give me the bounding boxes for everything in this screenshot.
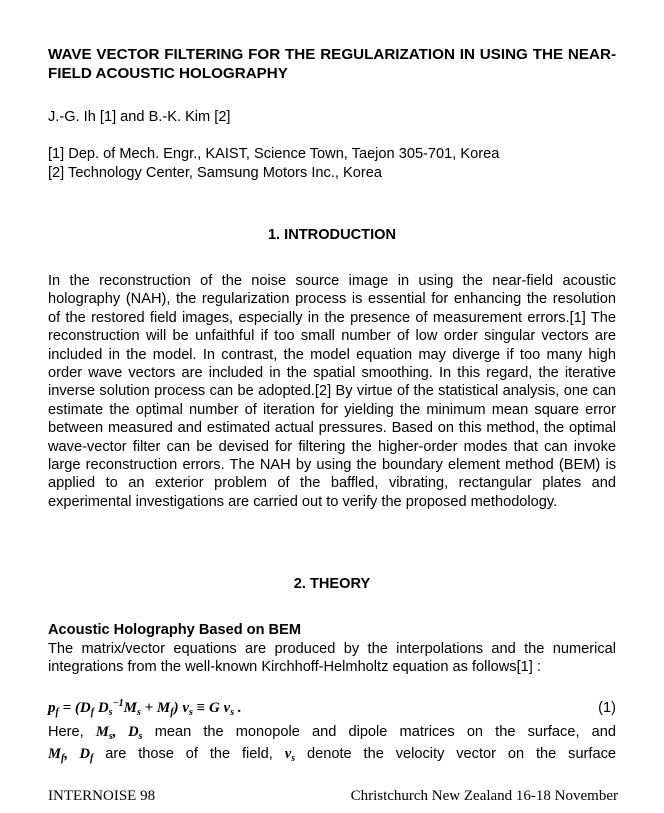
equation-1 [48,696,616,720]
introduction-paragraph: In the reconstruction of the noise source image in using the near-field acoustic holography (NAH), the regularization process is essential for enhancing the resolution of the restored field images, especially in the presence of measurement errors.[1] The reconstruction will be unfaithful if too small number of low order singular vectors are included in the model. In contrast, the model equation may diverge if too many high order wave vectors are included in the spatial smoothing. In this regard, the iterative inverse solution process can be adopted.[2] By virtue of the statistical analysis, one can estimate the optimal number of iteration for yielding the minimum mean square error between measured and estimated actual pressures. Based on this method, the optimal wave-vector filter can be devised for filtering the higher-order modes that can invoke large reconstruction errors. The NAH by using the boundary element method (BEM) is applied to an exterior problem of the baffled, vibrating, rectangular plates and experimental investigations are carried out to verify the proposed methodology. [48,273,616,510]
section-heading-theory: 2. THEORY [293,576,371,592]
subsection-heading: Acoustic Holography Based on BEM [48,622,301,638]
affiliation-1: [1] Dep. of Mech. Engr., KAIST, Science Town, Taejon 305-701, Korea [48,146,500,162]
theory-intro-paragraph: The matrix/vector equations are produced by the interpolations and the numerical integrations from the well-known Kirchhoff-Helmholtz equation as follows[1] : [48,641,616,676]
paper-title: WAVE VECTOR FILTERING FOR THE REGULARIZATION IN USING THE NEAR-FIELD ACOUSTIC HOLOGRAPHY [48,46,616,82]
section-heading-introduction: 1. INTRODUCTION [267,227,397,243]
affiliations [48,145,499,182]
equation-formula: $p_f = (D_f$ $D_s^{-1}M_s + M_f$) $v_s \equiv G$ $v_s$ . [48,698,242,718]
footer-right: Christchurch New Zealand 16-18 November [350,788,618,804]
theory-paragraph-line-2: $M_f$, $D_f$ are those of the field, $v_s$ denote the velocity vector on the surface [48,746,617,764]
affiliation-2: [2] Technology Center, Samsung Motors Inc., Korea [48,164,382,181]
authors: J.-G. Ih [1] and B.-K. Kim [2] [48,109,231,125]
theory-paragraph-line-1: Here, $M_s$, $D_s$ mean the monopole and dipole matrices on the surface, and [48,724,616,742]
equation-number: (1) [598,700,616,716]
footer-left: INTERNOISE 98 [48,788,156,804]
